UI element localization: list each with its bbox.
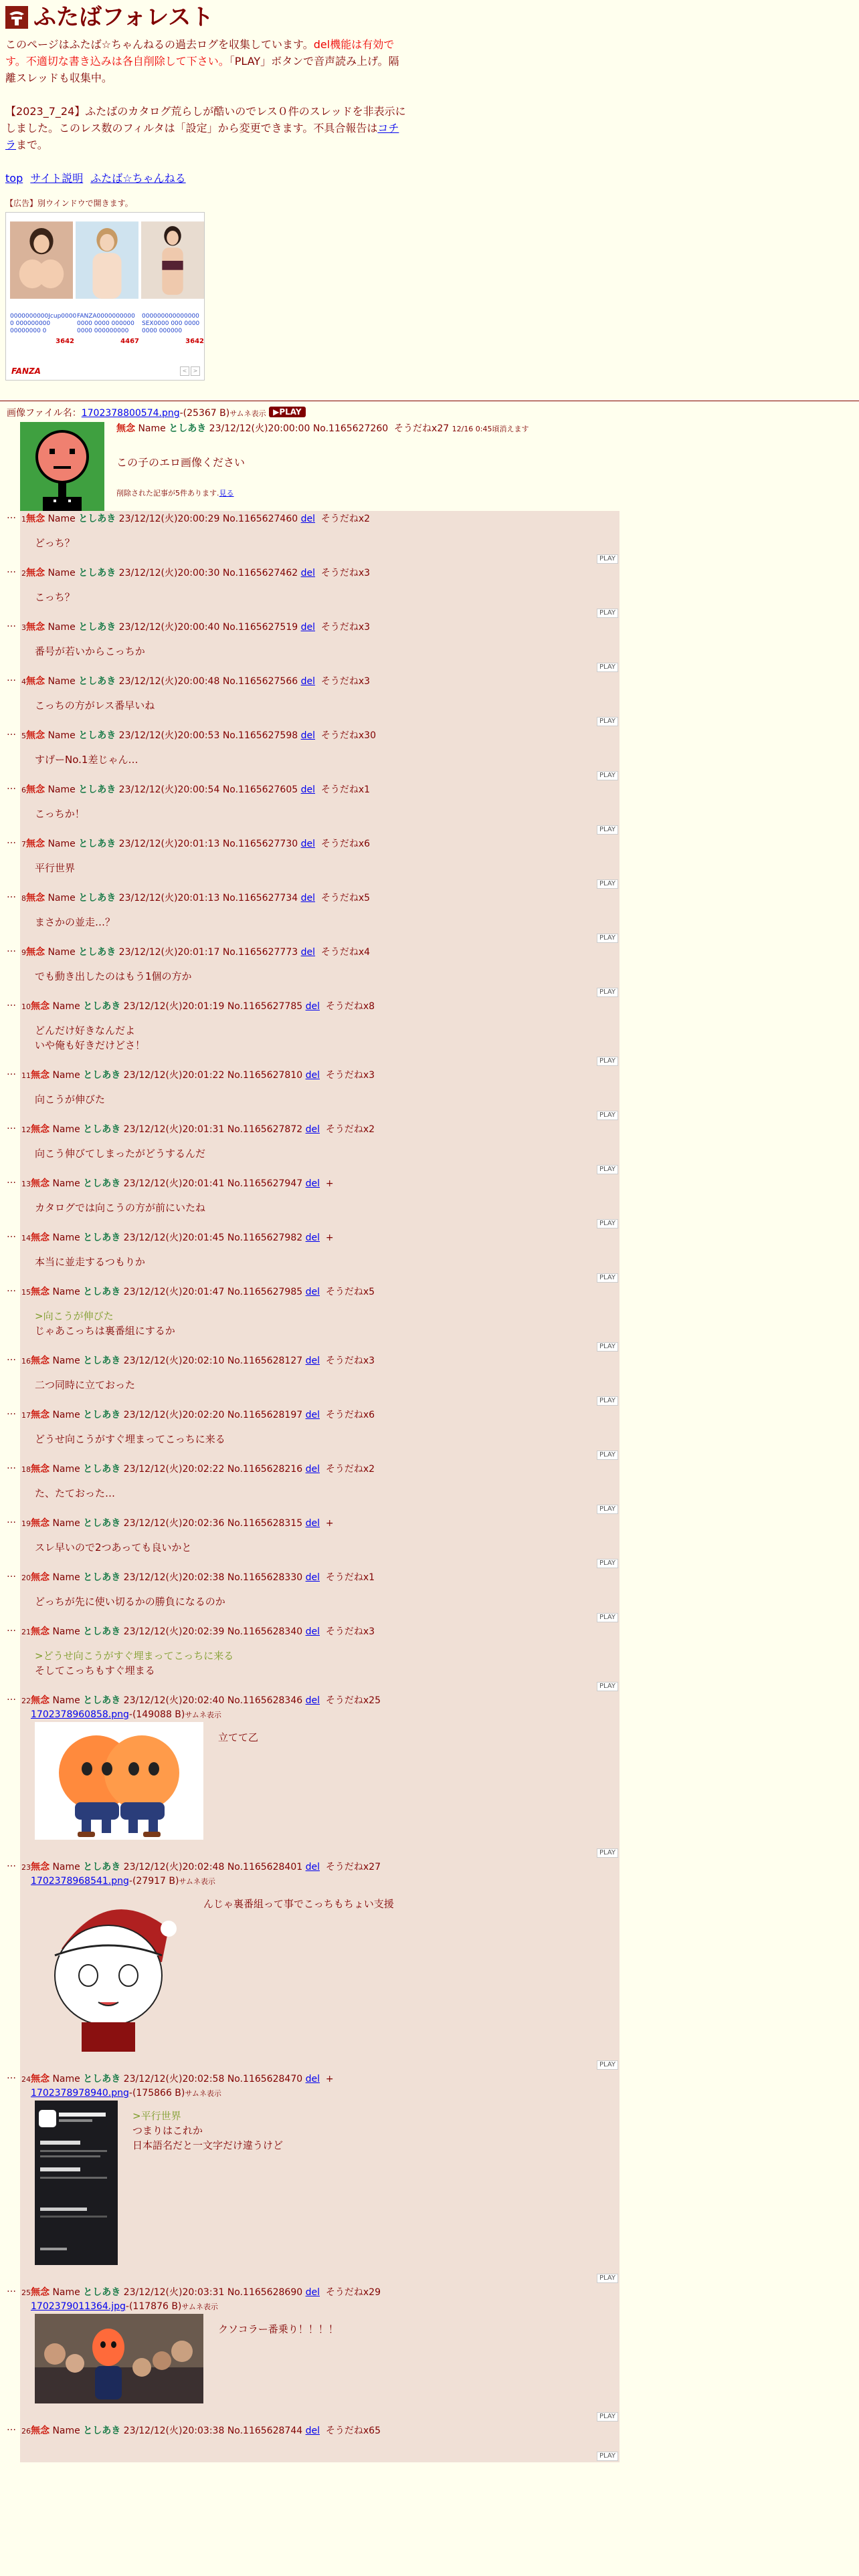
reply-header: 14無念 Name としあき 23/12/12(火)20:01:45 No.1165627982 del + — [21, 1232, 334, 1243]
soudane-button[interactable]: そうだねx25 — [325, 1695, 381, 1706]
op-image[interactable] — [20, 422, 104, 516]
nav-top[interactable]: top — [5, 172, 23, 185]
reply-box — [20, 1515, 619, 1570]
reply — [7, 836, 619, 890]
reply-marker: … — [7, 998, 16, 1008]
reply-image[interactable] — [35, 1722, 203, 1844]
reply-box — [20, 1230, 619, 1284]
reply — [7, 1353, 619, 1407]
reply-box — [20, 1407, 619, 1461]
reply-text: 向こうが伸びた — [35, 1093, 106, 1105]
soudane-button[interactable]: そうだねx3 — [320, 622, 371, 633]
del-link[interactable]: del — [305, 1124, 320, 1135]
reply-header: 15無念 Name としあき 23/12/12(火)20:01:47 No.1165627985 del そうだねx5 — [21, 1287, 375, 1297]
reply — [7, 1284, 619, 1353]
op-text: この子のエロ画像ください — [116, 456, 246, 469]
ad-text[interactable]: 0000000000Jcup0000 0 000000000 00000000 0 3642 — [10, 313, 77, 345]
reply-play-button[interactable]: PLAY — [597, 1165, 618, 1174]
reply — [7, 565, 619, 619]
thread-op — [0, 407, 859, 516]
reply-text: カタログでは向こうの方が前にいたね — [35, 1202, 206, 1214]
soudane-button[interactable]: そうだねx3 — [325, 1626, 375, 1637]
reply-marker: … — [7, 1229, 16, 1240]
soudane-button[interactable]: そうだねx3 — [325, 1356, 375, 1366]
soudane-button[interactable]: + — [325, 2074, 334, 2084]
op-soudane[interactable]: そうだねx27 — [394, 423, 450, 434]
reply-file-line: 1702378978940.png-(175866 B)サムネ表示 — [31, 2088, 221, 2099]
reply-box — [20, 2071, 619, 2284]
reply — [7, 944, 619, 998]
reply-play-button[interactable]: PLAY — [597, 1505, 618, 1514]
reply-text: 向こう伸びてしまったがどうするんだ — [35, 1148, 206, 1160]
reply-header: 13無念 Name としあき 23/12/12(火)20:01:41 No.1165627947 del + — [21, 1178, 334, 1189]
notice-text: 【2023_7_24】ふたばのカタログ荒らしが酷いのでレス０件のスレッドを非表示にしました。このレス数のフィルタは「設定」から変更できます。不具合報告はコチラまで。 — [5, 105, 406, 151]
reply-header: 9無念 Name としあき 23/12/12(火)20:01:17 No.1165627773 del そうだねx4 — [21, 947, 371, 958]
reply-text: でも動き出したのはもう1個の方か — [35, 970, 192, 982]
reply — [7, 1461, 619, 1515]
reply-header: 22無念 Name としあき 23/12/12(火)20:02:40 No.1165628346 del そうだねx25 — [21, 1695, 381, 1706]
reply-text: どっち？ — [35, 537, 75, 549]
reply-marker: … — [7, 2070, 16, 2081]
reply-text: 平行世界 — [35, 862, 76, 874]
ad-banner[interactable] — [5, 212, 205, 381]
reply-box — [20, 565, 619, 619]
reply-marker: … — [7, 1858, 16, 1869]
reply-box — [20, 728, 619, 782]
page-header — [0, 0, 859, 381]
reply-play-button[interactable]: PLAY — [597, 1848, 618, 1858]
reply-marker: … — [7, 510, 16, 521]
reply-box — [20, 1353, 619, 1407]
reply — [7, 1230, 619, 1284]
reply-box — [20, 836, 619, 890]
reply-box — [20, 511, 619, 565]
del-link[interactable]: del — [305, 1070, 320, 1081]
reply-marker: … — [7, 1406, 16, 1417]
reply-file-link[interactable]: 1702378968541.png — [31, 1876, 129, 1887]
reply-marker: … — [7, 1623, 16, 1634]
ad-image[interactable] — [10, 221, 73, 300]
reply-marker: … — [7, 564, 16, 575]
reply-image[interactable] — [35, 2314, 203, 2408]
reply-play-button[interactable]: PLAY — [597, 1342, 618, 1352]
reply-play-button[interactable]: PLAY — [597, 2412, 618, 2422]
soudane-button[interactable]: + — [325, 1518, 334, 1529]
reply-text: 立てて乙 — [218, 1731, 259, 1743]
thumb-toggle[interactable]: サムネ表示 — [181, 2302, 218, 2311]
reply-marker: … — [7, 1692, 16, 1703]
del-link[interactable]: del — [305, 1862, 320, 1872]
reply-marker: … — [7, 1352, 16, 1363]
reply-box — [20, 944, 619, 998]
reply-header: 18無念 Name としあき 23/12/12(火)20:02:22 No.1165628216 del そうだねx2 — [21, 1464, 375, 1475]
reply — [7, 1121, 619, 1176]
reply-box — [20, 1121, 619, 1176]
reply — [7, 1859, 619, 2071]
reply-header: 3無念 Name としあき 23/12/12(火)20:00:40 No.1165627519 del そうだねx3 — [21, 622, 371, 633]
reply — [7, 1176, 619, 1230]
reply-play-button[interactable]: PLAY — [597, 2060, 618, 2070]
reply-text: >平行世界 つまりはこれか 日本語名だと一文字だけ違うけど — [132, 2110, 284, 2151]
ad-prev-icon[interactable]: < — [180, 366, 189, 376]
reply-play-button[interactable]: PLAY — [597, 2452, 618, 2461]
deleted-note: 削除された記事が5件あります.見る — [116, 489, 234, 498]
reply-marker: … — [7, 1569, 16, 1580]
ad-label: 【広告】別ウインドウで開きます。 — [5, 199, 133, 208]
reply-marker: … — [7, 2284, 16, 2294]
op-play-button[interactable]: ▶PLAY — [269, 407, 306, 417]
soudane-button[interactable]: + — [325, 1178, 334, 1189]
reply-marker: … — [7, 1515, 16, 1525]
reply — [7, 1693, 619, 1859]
reply-header: 6無念 Name としあき 23/12/12(火)20:00:54 No.1165627605 del そうだねx1 — [21, 784, 371, 795]
reply — [7, 2071, 619, 2284]
del-link[interactable]: del — [300, 839, 315, 849]
reply-marker: … — [7, 619, 16, 629]
del-link[interactable]: del — [305, 1287, 320, 1297]
reply — [7, 673, 619, 728]
ad-image[interactable] — [76, 221, 138, 300]
reply — [7, 619, 619, 673]
reply-marker: … — [7, 1121, 16, 1132]
op-header: 無念 Name としあき 23/12/12(火)20:00:00 No.1165627260 そうだねx27 12/16 0:45頃消えます — [116, 423, 529, 434]
reply-image[interactable] — [35, 1889, 189, 2056]
soudane-button[interactable]: そうだねx4 — [320, 947, 371, 958]
thumb-toggle[interactable]: サムネ表示 — [229, 409, 266, 418]
soudane-button[interactable]: そうだねx5 — [325, 1287, 375, 1297]
reply-file-line: 1702378968541.png-(27917 B)サムネ表示 — [31, 1876, 215, 1887]
reply-marker: … — [7, 673, 16, 683]
reply-text — [20, 2438, 619, 2448]
soudane-button[interactable]: そうだねx2 — [320, 514, 371, 524]
reply-box — [20, 619, 619, 673]
soudane-button[interactable]: そうだねx5 — [320, 893, 371, 903]
soudane-button[interactable]: そうだねx27 — [325, 1862, 381, 1872]
site-title: ふたばフォレスト — [5, 4, 852, 31]
reply-text: スレ早いので2つあっても良いかと — [35, 1541, 192, 1553]
reply-text: どうせ向こうがすぐ埋まってこっちに来る — [35, 1433, 225, 1445]
reply — [7, 728, 619, 782]
del-link[interactable]: del — [300, 730, 315, 741]
soudane-button[interactable]: そうだねx3 — [320, 568, 371, 578]
reply-box — [20, 890, 619, 944]
reply-image[interactable] — [35, 2101, 118, 2270]
reply-text: >向こうが伸びた じゃあこっちは裏番組にするか — [35, 1310, 175, 1337]
reply-play-button[interactable]: PLAY — [597, 1682, 618, 1691]
reply-text: た、たておった… — [35, 1487, 116, 1499]
reply-play-button[interactable]: PLAY — [597, 1219, 618, 1228]
reply-box — [20, 1461, 619, 1515]
soudane-button[interactable]: そうだねx1 — [320, 784, 371, 795]
reply-box — [20, 1284, 619, 1353]
op-file-link[interactable]: 1702378800574.png — [81, 408, 180, 419]
site-logo-icon — [5, 6, 28, 29]
reply-header: 20無念 Name としあき 23/12/12(火)20:02:38 No.1165628330 del そうだねx1 — [21, 1572, 375, 1583]
reply — [7, 1515, 619, 1570]
reply-header: 23無念 Name としあき 23/12/12(火)20:02:48 No.1165628401 del そうだねx27 — [21, 1862, 381, 1872]
soudane-button[interactable]: そうだねx65 — [325, 2426, 381, 2436]
reply-play-button[interactable]: PLAY — [597, 609, 618, 618]
del-link[interactable]: del — [300, 947, 315, 958]
reply — [7, 782, 619, 836]
reply-box — [20, 2284, 619, 2423]
reply-box — [20, 1624, 619, 1693]
reply-header: 25無念 Name としあき 23/12/12(火)20:03:31 No.1165628690 del そうだねx29 — [21, 2287, 381, 2298]
reply-play-button[interactable]: PLAY — [597, 1057, 618, 1066]
del-link[interactable]: del — [300, 514, 315, 524]
reply-text: クソコラー番乗り！！！！ — [218, 2323, 339, 2335]
reply-header: 2無念 Name としあき 23/12/12(火)20:00:30 No.1165627462 del そうだねx3 — [21, 568, 371, 578]
del-link[interactable]: del — [305, 1464, 320, 1475]
ad-text[interactable]: 000000000000000 SEX0000 000 0000 0000 000000 3642 — [142, 313, 204, 345]
del-link[interactable]: del — [300, 568, 315, 578]
reply — [7, 2423, 619, 2462]
reply — [7, 890, 619, 944]
soudane-button[interactable]: そうだねx2 — [325, 1124, 375, 1135]
reply — [7, 1067, 619, 1121]
reply-file-link[interactable]: 1702378960858.png — [31, 1709, 129, 1720]
reply-play-button[interactable]: PLAY — [597, 879, 618, 889]
ad-image[interactable] — [141, 221, 204, 300]
reply-header: 8無念 Name としあき 23/12/12(火)20:01:13 No.1165627734 del そうだねx5 — [21, 893, 371, 903]
reply-play-button[interactable]: PLAY — [597, 988, 618, 997]
del-link[interactable]: del — [300, 784, 315, 795]
reply-text: >どうせ向こうがすぐ埋まってこっちに来る そしてこっちもすぐ埋まる — [35, 1650, 234, 1677]
reply-play-button[interactable]: PLAY — [597, 934, 618, 943]
reply-text: こっち？ — [35, 591, 75, 603]
reply — [7, 1624, 619, 1693]
reply-header: 12無念 Name としあき 23/12/12(火)20:01:31 No.1165627872 del そうだねx2 — [21, 1124, 375, 1135]
reply-box — [20, 1859, 619, 2071]
reply-play-button[interactable]: PLAY — [597, 1273, 618, 1283]
reply-box — [20, 2423, 619, 2462]
reply-marker: … — [7, 2422, 16, 2433]
del-link[interactable]: del — [305, 1695, 320, 1706]
reply-marker: … — [7, 944, 16, 954]
soudane-button[interactable]: そうだねx3 — [325, 1070, 375, 1081]
reply-header: 5無念 Name としあき 23/12/12(火)20:00:53 No.1165627598 del そうだねx30 — [21, 730, 376, 741]
reply-text: こっちか！ — [35, 808, 85, 820]
reply — [7, 511, 619, 565]
soudane-button[interactable]: そうだねx30 — [320, 730, 376, 741]
op-file-line: 画像ファイル名：1702378800574.png-(25367 B)サムネ表示 ▶PLAY — [7, 407, 859, 421]
reply-text: どっちが先に使い切るかの勝負になるのか — [35, 1596, 225, 1608]
reply-play-button[interactable]: PLAY — [597, 1613, 618, 1622]
soudane-button[interactable]: そうだねx29 — [325, 2287, 381, 2298]
reply-header: 19無念 Name としあき 23/12/12(火)20:02:36 No.1165628315 del + — [21, 1518, 334, 1529]
reply-box — [20, 998, 619, 1067]
intro-text: このページはふたば☆ちゃんねるの過去ログを収集しています。del機能は有効です。不適切な書き込みは各自削除して下さい。「PLAY」ボタンで音声読み上げ。隔離スレッドも収集中。 — [5, 38, 399, 84]
del-link[interactable]: del — [300, 676, 315, 687]
reply-header: 10無念 Name としあき 23/12/12(火)20:01:19 No.1165627785 del そうだねx8 — [21, 1001, 375, 1012]
reply-file-link[interactable]: 1702379011364.jpg — [31, 2301, 126, 2312]
del-link[interactable]: del — [300, 622, 315, 633]
del-link[interactable]: del — [305, 2287, 320, 2298]
reply — [7, 2284, 619, 2423]
soudane-button[interactable]: そうだねx6 — [325, 1410, 375, 1420]
reply — [7, 998, 619, 1067]
soudane-button[interactable]: そうだねx3 — [320, 676, 371, 687]
reply-text: まさかの並走…？ — [35, 916, 116, 928]
reply-marker: … — [7, 889, 16, 900]
reply-box — [20, 1570, 619, 1624]
reply-text: すげーNo.1差じゃん… — [35, 754, 138, 766]
reply-header: 11無念 Name としあき 23/12/12(火)20:01:22 No.1165627810 del そうだねx3 — [21, 1070, 375, 1081]
reply-text: どんだけ好きなんだよ いや俺も好きだけどさ！ — [35, 1025, 146, 1051]
reply-play-button[interactable]: PLAY — [597, 717, 618, 726]
reply-marker: … — [7, 1067, 16, 1077]
reply-box — [20, 1693, 619, 1859]
del-link[interactable]: del — [300, 893, 315, 903]
reply-header: 21無念 Name としあき 23/12/12(火)20:02:39 No.1165628340 del そうだねx3 — [21, 1626, 375, 1637]
ad-text[interactable]: FANZA0000000000 0000 0000 000000 0000 000000000 4467 — [77, 313, 139, 345]
reply-box — [20, 1067, 619, 1121]
reply — [7, 1570, 619, 1624]
del-link[interactable]: del — [305, 1001, 320, 1012]
reply-marker: … — [7, 835, 16, 846]
del-link[interactable]: del — [305, 1356, 320, 1366]
deleted-view-link[interactable]: 見る — [219, 489, 234, 498]
del-link[interactable]: del — [305, 1626, 320, 1637]
reply-box — [20, 673, 619, 728]
reply-header: 24無念 Name としあき 23/12/12(火)20:02:58 No.1165628470 del + — [21, 2074, 334, 2084]
thumb-toggle[interactable]: サムネ表示 — [179, 1877, 215, 1886]
nav-about[interactable]: サイト説明 — [30, 172, 84, 185]
reply-marker: … — [7, 781, 16, 792]
reply-play-button[interactable]: PLAY — [597, 825, 618, 835]
reply-header: 17無念 Name としあき 23/12/12(火)20:02:20 No.1165628197 del そうだねx6 — [21, 1410, 375, 1420]
reply-list — [7, 511, 619, 2462]
del-link[interactable]: del — [305, 1232, 320, 1243]
reply-marker: … — [7, 1175, 16, 1186]
reply-marker: … — [7, 1283, 16, 1294]
reply-file-line: 1702378960858.png-(149088 B)サムネ表示 — [31, 1709, 221, 1720]
soudane-button[interactable]: そうだねx6 — [320, 839, 371, 849]
reply-play-button[interactable]: PLAY — [597, 2274, 618, 2283]
del-link[interactable]: del — [305, 1410, 320, 1420]
reply-text: 番号が若いからこっちか — [35, 645, 145, 657]
reply-header: 7無念 Name としあき 23/12/12(火)20:01:13 No.1165627730 del そうだねx6 — [21, 839, 371, 849]
reply-play-button[interactable]: PLAY — [597, 1111, 618, 1120]
reply-file-link[interactable]: 1702378978940.png — [31, 2088, 129, 2099]
reply-play-button[interactable]: PLAY — [597, 771, 618, 780]
reply-header: 16無念 Name としあき 23/12/12(火)20:02:10 No.1165628127 del そうだねx3 — [21, 1356, 375, 1366]
nav-links — [5, 171, 852, 187]
soudane-button[interactable]: そうだねx2 — [325, 1464, 375, 1475]
reply-header: 26無念 Name としあき 23/12/12(火)20:03:38 No.1165628744 del そうだねx65 — [21, 2426, 381, 2436]
soudane-button[interactable]: そうだねx1 — [325, 1572, 375, 1583]
del-link[interactable]: del — [305, 2426, 320, 2436]
del-link[interactable]: del — [305, 1572, 320, 1583]
reply-header: 1無念 Name としあき 23/12/12(火)20:00:29 No.1165627460 del そうだねx2 — [21, 514, 371, 524]
reply-play-button[interactable]: PLAY — [597, 1396, 618, 1406]
reply-file-line: 1702379011364.jpg-(117876 B)サムネ表示 — [31, 2301, 218, 2312]
thumb-toggle[interactable]: サムネ表示 — [185, 2089, 221, 2098]
soudane-button[interactable]: + — [325, 1232, 334, 1243]
reply — [7, 1407, 619, 1461]
reply-text: んじゃ裏番組って事でこっちもちょい支援 — [203, 1898, 394, 1910]
reply-play-button[interactable]: PLAY — [597, 1559, 618, 1568]
report-link[interactable]: コチラ — [5, 122, 399, 151]
ad-next-icon[interactable]: > — [191, 366, 200, 376]
thumb-toggle[interactable]: サムネ表示 — [185, 1711, 221, 1719]
reply-text: 本当に並走するつもりか — [35, 1256, 145, 1268]
del-link[interactable]: del — [305, 1518, 320, 1529]
del-link[interactable]: del — [305, 1178, 320, 1189]
nav-futaba[interactable]: ふたば☆ちゃんねる — [90, 172, 186, 185]
reply-box — [20, 1176, 619, 1230]
reply-header: 4無念 Name としあき 23/12/12(火)20:00:48 No.1165627566 del そうだねx3 — [21, 676, 371, 687]
reply-text: 二つ同時に立ておった — [35, 1379, 136, 1391]
reply-marker: … — [7, 1461, 16, 1471]
soudane-button[interactable]: そうだねx8 — [325, 1001, 375, 1012]
del-link[interactable]: del — [305, 2074, 320, 2084]
reply-play-button[interactable]: PLAY — [597, 1451, 618, 1460]
ad-brand-logo: FANZA — [11, 366, 41, 376]
reply-marker: … — [7, 727, 16, 738]
reply-play-button[interactable]: PLAY — [597, 554, 618, 564]
reply-text: こっちの方がレス番早いね — [35, 700, 155, 712]
reply-play-button[interactable]: PLAY — [597, 663, 618, 672]
reply-box — [20, 782, 619, 836]
